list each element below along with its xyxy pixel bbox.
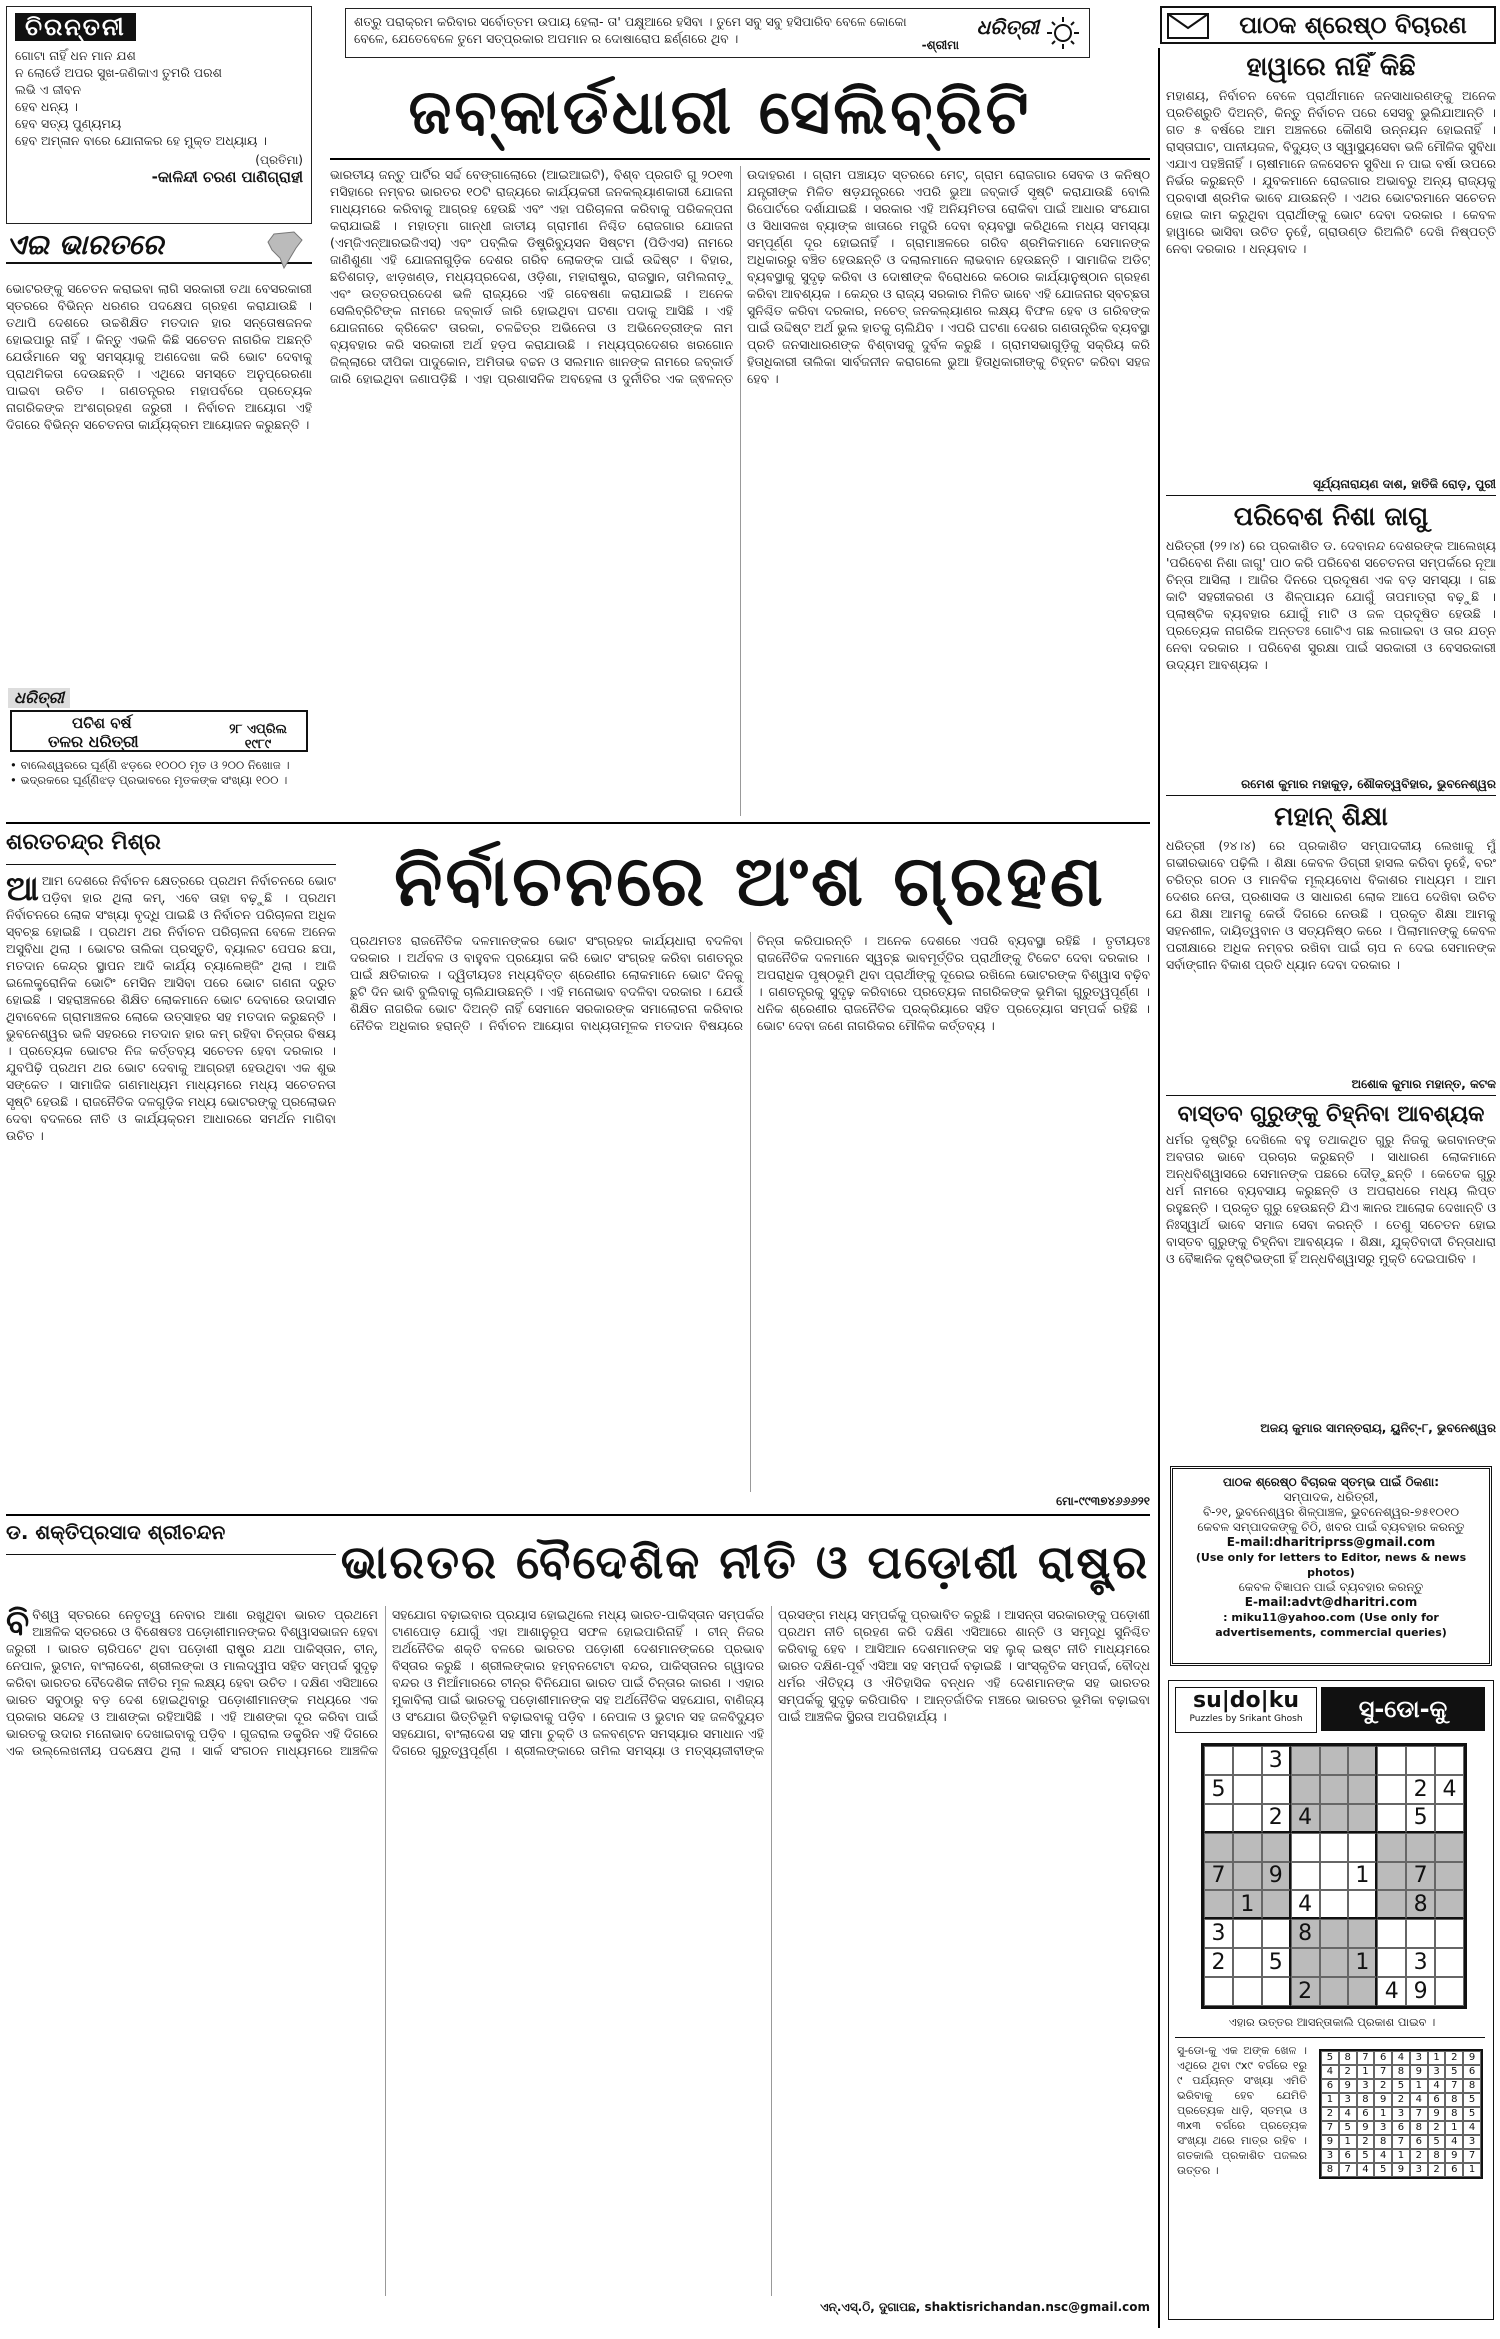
- letter-author: ଅଜୟ କୁମାର ସାମନ୍ତରାୟ, ୟୁନିଟ୍-୮, ଭୁବନେଶ୍ୱର: [1260, 1421, 1496, 1435]
- sudoku-answer-cell: 5: [1463, 2107, 1481, 2121]
- letter-body: ମହାଶୟ, ନିର୍ବାଚନ ବେଳେ ପ୍ରାର୍ଥୀମାନେ ଜନସାଧାରଣଙ୍କୁ ଅନେକ ପ୍ରତିଶ୍ରୁତି ଦିଅନ୍ତି, କିନ୍ତୁ ନିର୍ବାଚନ ପରେ ସେସବୁ ଭୁଲିଯାଆନ୍ତି । ଗତ ୫ ବର୍ଷରେ ଆମ ଅଞ୍ଚଳରେ କୌଣସି ଉନ୍ନୟନ ହୋଇନାହିଁ । ରାସ୍ତାଘାଟ, ପାନୀୟଜଳ, ବିଦ୍ୟୁତ୍ ଓ ସ୍ୱାସ୍ଥ୍ୟସେବା ଭଳି ମୌଳିକ ସୁବିଧା ଏଯାଏ ପହଞ୍ଚିନାହିଁ । ଚାଷୀମାନେ ଜଳସେଚନ ସୁବିଧା ନ ପାଇ ବର୍ଷା ଉପରେ ନିର୍ଭର କରୁଛନ୍ତି । ଯୁବକମାନେ ରୋଜଗାର ଅଭାବରୁ ଅନ୍ୟ ରାଜ୍ୟକୁ ପ୍ରବାସୀ ଶ୍ରମିକ ଭାବେ ଯାଉଛନ୍ତି । ଏଥର ଭୋଟରମାନେ ସଚେତନ ହୋଇ କାମ କରୁଥିବା ପ୍ରାର୍ଥୀଙ୍କୁ ଭୋଟ ଦେବା ଦରକାର । କେବଳ ହାୱାରେ ଭାସିବା ଉଚିତ ନୁହେଁ, ଗ୍ରାଉଣ୍ଡ ରିଅଲିଟି ଦେଖି ନିଷ୍ପତ୍ତି ନେବା ଦରକାର । ଧନ୍ୟବାଦ ।: [1166, 88, 1496, 256]
- sudoku-cell: [1320, 1977, 1349, 2006]
- sudoku-cell: [1435, 1890, 1464, 1919]
- sudoku-cell: [1377, 1775, 1406, 1804]
- sudoku-answer-cell: 4: [1410, 2093, 1428, 2107]
- sudoku-cell: [1435, 1919, 1464, 1948]
- archive-title: ପଚିଶ ବର୍ଷ: [72, 714, 132, 732]
- sudoku-answer-cell: 6: [1339, 2149, 1357, 2163]
- sudoku-answer-cell: 1: [1463, 2163, 1481, 2177]
- sudoku-cell: [1320, 1890, 1349, 1919]
- sudoku-answer-cell: 8: [1357, 2093, 1375, 2107]
- sudoku-cell: [1406, 1833, 1435, 1862]
- sudoku-answer-cell: 3: [1463, 2135, 1481, 2149]
- sudoku-cell: 8: [1291, 1919, 1320, 1948]
- letters-header: ପାଠକ ଶ୍ରେଷ୍ଠ ବିଚାରଣ: [1160, 6, 1496, 44]
- sudoku-answer-cell: 6: [1321, 2079, 1339, 2093]
- advert-email-link[interactable]: E-mail:advt@dharitri.com: [1244, 1595, 1418, 1609]
- contact-title: ପାଠକ ଶ୍ରେଷ୍ଠ ବିଚାରକ ସ୍ତମ୍ଭ ପାଇଁ ଠିକଣା:: [1222, 1475, 1440, 1489]
- sudoku-answer-cell: 9: [1410, 2065, 1428, 2079]
- sudoku-cell: [1377, 1804, 1406, 1833]
- sudoku-cell: 4: [1435, 1775, 1464, 1804]
- sudoku-cell: [1377, 1890, 1406, 1919]
- sudoku-answer-cell: 6: [1374, 2051, 1392, 2065]
- sudoku-answer-cell: 8: [1463, 2079, 1481, 2093]
- sudoku-answer-cell: 3: [1374, 2121, 1392, 2135]
- sudoku-answer-cell: 7: [1321, 2121, 1339, 2135]
- sudoku-cell: 3: [1406, 1948, 1435, 1977]
- election-headline: ନିର୍ବାଚନରେ ଅଂଶ ଗ୍ରହଣ: [394, 840, 1106, 922]
- sudoku-cell: [1233, 1833, 1262, 1862]
- sudoku-answer-cell: 9: [1445, 2149, 1463, 2163]
- sudoku-cell: [1233, 1977, 1262, 2006]
- letter-author: ସୂର୍ଯ୍ୟନାରାୟଣ ଦାଶ, ହାତିଜି ରୋଡ଼, ପୁରୀ: [1166, 477, 1496, 496]
- sudoku-answer-cell: 1: [1374, 2107, 1392, 2121]
- sudoku-answer-cell: 5: [1445, 2065, 1463, 2079]
- sudoku-logo: su|do|ku Puzzles by Srikant Ghosh: [1175, 1687, 1317, 1733]
- archive-label: ଧରିତ୍ରୀ: [8, 688, 70, 708]
- sudoku-cell: [1320, 1948, 1349, 1977]
- sudoku-answer-cell: 7: [1339, 2163, 1357, 2177]
- letters-column: [1166, 52, 1496, 1462]
- sudoku-cell: 2: [1291, 1977, 1320, 2006]
- sudoku-answer-cell: 1: [1392, 2149, 1410, 2163]
- sudoku-cell: [1320, 1804, 1349, 1833]
- sudoku-cell: [1291, 1862, 1320, 1891]
- sudoku-answer-cell: 7: [1410, 2107, 1428, 2121]
- sudoku-cell: [1348, 1919, 1377, 1948]
- poem-box: [6, 6, 312, 224]
- sudoku-answer-cell: 3: [1357, 2079, 1375, 2093]
- sudoku-cell: 4: [1291, 1804, 1320, 1833]
- sudoku-answer-cell: 2: [1445, 2051, 1463, 2065]
- poem-title: ଚିରନ୍ତନୀ: [15, 13, 136, 41]
- letter-title: ହାୱାରେ ନାହିଁ କିଛି: [1246, 52, 1416, 82]
- sudoku-cell: 1: [1233, 1890, 1262, 1919]
- sudoku-cell: [1406, 1919, 1435, 1948]
- sudoku-answer-cell: 9: [1374, 2093, 1392, 2107]
- sudoku-answer-cell: 5: [1392, 2079, 1410, 2093]
- sudoku-answer-cell: 6: [1410, 2135, 1428, 2149]
- section-title: ଏଇ ଭାରତରେ: [6, 228, 312, 264]
- sudoku-cell: [1233, 1804, 1262, 1833]
- sudoku-answer-cell: 3: [1410, 2051, 1428, 2065]
- sudoku-cell: [1204, 1977, 1233, 2006]
- sudoku-cell: 4: [1377, 1977, 1406, 2006]
- sudoku-answer-cell: 6: [1463, 2065, 1481, 2079]
- sudoku-answer-cell: 3: [1428, 2065, 1446, 2079]
- archive-item: • ବାଲେଶ୍ୱରରେ ଘୂର୍ଣ୍ଣି ଝଡ଼ରେ ୧୦୦୦ ମୃତ ଓ ୨୦୦ ନିଖୋଜ ।: [10, 758, 290, 772]
- sudoku-cell: [1377, 1919, 1406, 1948]
- sudoku-cell: [1233, 1948, 1262, 1977]
- sudoku-answer-cell: 8: [1321, 2163, 1339, 2177]
- sudoku-answer-cell: 4: [1392, 2051, 1410, 2065]
- sudoku-answer-cell: 4: [1357, 2163, 1375, 2177]
- sudoku-answer-cell: 8: [1339, 2051, 1357, 2065]
- sudoku-answer-cell: 5: [1357, 2149, 1375, 2163]
- sudoku-answer-cell: 4: [1445, 2135, 1463, 2149]
- letter-body: ଧରିତ୍ରୀ (୨୨।୪) ରେ ପ୍ରକାଶିତ ଡ. ଦେବାନନ୍ଦ ଦେଶରଙ୍କ ଆଲେଖ୍ୟ 'ପରିବେଶ ନିଶା ଜାଗୁ' ପାଠ କରି ପରିବେଶ ସଚେତନତା ସମ୍ପର୍କରେ ନୂଆ ଚିନ୍ତା ଆସିଲା । ଆଜିର ଦିନରେ ପ୍ରଦୂଷଣ ଏକ ବଡ଼ ସମସ୍ୟା । ଗଛ କାଟି ସହରୀକରଣ ଓ ଶିଳ୍ପାୟନ ଯୋଗୁଁ ତାପମାତ୍ରା ବଢ଼ୁଛି । ପ୍ଲାଷ୍ଟିକ ବ୍ୟବହାର ଯୋଗୁଁ ମାଟି ଓ ଜଳ ପ୍ରଦୂଷିତ ହେଉଛି । ପ୍ରତ୍ୟେକ ନାଗରିକ ଅନ୍ତତଃ ଗୋଟିଏ ଗଛ ଲଗାଇବା ଓ ତାର ଯତ୍ନ ନେବା ଦରକାର । ପରିବେଶ ସୁରକ୍ଷା ପାଇଁ ସରକାରୀ ଓ ବେସରକାରୀ ଉଦ୍ୟମ ଆବଶ୍ୟକ ।: [1166, 538, 1496, 672]
- sudoku-answer-cell: 3: [1339, 2093, 1357, 2107]
- sudoku-answer-cell: 6: [1428, 2093, 1446, 2107]
- quote-box: [345, 8, 1090, 58]
- sudoku-answer-cell: 2: [1339, 2065, 1357, 2079]
- foreign-policy-contact: ଏନ୍.ଏସ୍.ଠି, ଦୁଗାପଛ, shaktisrichandan.nsc@gmail.com: [820, 2300, 1150, 2314]
- sudoku-cell: [1291, 1775, 1320, 1804]
- sudoku-cell: [1233, 1862, 1262, 1891]
- sudoku-cell: [1204, 1890, 1233, 1919]
- sudoku-panel: [1168, 1680, 1494, 2320]
- sudoku-cell: [1348, 1804, 1377, 1833]
- foreign-policy-body: ବିବିଶ୍ୱ ସ୍ତରରେ ନେତୃତ୍ୱ ନେବାର ଆଶା ରଖୁଥିବା ଭାରତ ପ୍ରଥମେ ଆଞ୍ଚଳିକ ସ୍ତରରେ ଓ ବିଶେଷତଃ ପଡ଼ୋଶୀମାନଙ୍କର ବିଶ୍ୱାସଭାଜନ ହେବା ଜରୁରୀ । ଭାରତ ଚାରିପଟେ ଥିବା ପଡ଼ୋଶୀ ରାଷ୍ଟ୍ର ଯଥା ପାକିସ୍ତାନ, ଚୀନ୍, ନେପାଳ, ଭୁଟାନ, ବାଂଲାଦେଶ, ଶ୍ରୀଲଙ୍କା ଓ ମାଲଦ୍ୱୀପ ସହିତ ସମ୍ପର୍କ ସୁଦୃଢ଼ କରିବା ଭାରତର ବୈଦେଶିକ ନୀତିର ମୂଳ ଲକ୍ଷ୍ୟ ହେବା ଉଚିତ । ଦକ୍ଷିଣ ଏସିଆରେ ଭାରତ ସବୁଠାରୁ ବଡ଼ ଦେଶ ହୋଇଥିବାରୁ ପଡ଼ୋଶୀମାନଙ୍କ ମଧ୍ୟରେ ଏକ ପ୍ରକାର ସନ୍ଦେହ ଓ ଆଶଙ୍କା ରହିଆସିଛି । ଏହି ଆଶଙ୍କା ଦୂର କରିବା ପାଇଁ ଭାରତକୁ ଉଦାର ମନୋଭାବ ଦେଖାଇବାକୁ ପଡ଼ିବ । ଗୁଜରାଲ ଡକ୍ଟ୍ରିନ ଏହି ଦିଗରେ ଏକ ଉଲ୍ଲେଖନୀୟ ପଦକ୍ଷେପ ଥିଲା । ସାର୍କ ସଂଗଠନ ମାଧ୍ୟମରେ ଆଞ୍ଚଳିକ ସହଯୋଗ ବଢ଼ାଇବାର ପ୍ରୟାସ ହୋଇଥିଲେ ମଧ୍ୟ ଭାରତ-ପାକିସ୍ତାନ ସମ୍ପର୍କର ଟାଣପୋଡ଼ ଯୋଗୁଁ ଏହା ଆଶାନୁରୂପ ସଫଳ ହୋଇପାରିନାହିଁ । ଚୀନ୍ ନିଜର ଅର୍ଥନୈତିକ ଶକ୍ତି ବଳରେ ଭାରତର ପଡ଼ୋଶୀ ଦେଶମାନଙ୍କରେ ପ୍ରଭାବ ବିସ୍ତାର କରୁଛି । ଶ୍ରୀଲଙ୍କାର ହମ୍ବନଟୋଟା ବନ୍ଦର, ପାକିସ୍ତାନର ଗ୍ୱାଦର ବନ୍ଦର ଓ ମିଆଁମାରରେ ଚୀନ୍‌ର ବିନିଯୋଗ ଭାରତ ପାଇଁ ଚିନ୍ତାର କାରଣ । ଏହାର ମୁକାବିଲା ପାଇଁ ଭାରତକୁ ପଡ଼ୋଶୀମାନଙ୍କ ସହ ଅର୍ଥନୈତିକ ସହଯୋଗ, ବାଣିଜ୍ୟ ଓ ସଂଯୋଗ ଭିତ୍ତିଭୂମି ବଢ଼ାଇବାକୁ ପଡ଼ିବ । ନେପାଳ ଓ ଭୁଟାନ ସହ ଜଳବିଦ୍ୟୁତ ସହଯୋଗ, ବାଂଲାଦେଶ ସହ ସୀମା ଚୁକ୍ତି ଓ ଜଳବଣ୍ଟନ ସମସ୍ୟାର ସମାଧାନ ଏହି ଦିଗରେ ଗୁରୁତ୍ୱପୂର୍ଣ୍ଣ । ଶ୍ରୀଲଙ୍କାରେ ତାମିଲ ସମସ୍ୟା ଓ ମତ୍ସ୍ୟଜୀବୀଙ୍କ ପ୍ରସଙ୍ଗ ମଧ୍ୟ ସମ୍ପର୍କକୁ ପ୍ରଭାବିତ କରୁଛି । ଆସନ୍ତା ସରକାରଙ୍କୁ ପଡ଼ୋଶୀ ପ୍ରଥମ ନୀତି ଗ୍ରହଣ କରି ଦକ୍ଷିଣ ଏସିଆରେ ଶାନ୍ତି ଓ ସମୃଦ୍ଧି ସୁନିଶ୍ଚିତ କରିବାକୁ ହେବ । ଆସିଆନ ଦେଶମାନଙ୍କ ସହ ଲୁକ୍ ଇଷ୍ଟ ନୀତି ମାଧ୍ୟମରେ ଭାରତ ଦକ୍ଷିଣ-ପୂର୍ବ ଏସିଆ ସହ ସମ୍ପର୍କ ବଢ଼ାଇଛି । ସାଂସ୍କୃତିକ ସମ୍ପର୍କ, ବୌଦ୍ଧ ଧର୍ମର ଐତିହ୍ୟ ଓ ଐତିହାସିକ ବନ୍ଧନ ଏହି ଦେଶମାନଙ୍କ ସହ ଭାରତର ସମ୍ପର୍କକୁ ସୁଦୃଢ଼ କରିପାରିବ । ଆନ୍ତର୍ଜାତିକ ମଞ୍ଚରେ ଭାରତର ଭୂମିକା ବଢ଼ାଇବା ପାଇଁ ଆଞ୍ଚଳିକ ସ୍ଥିରତା ଅପରିହାର୍ଯ୍ୟ ।: [6, 1606, 1150, 1758]
- sudoku-answer-cell: 6: [1357, 2107, 1375, 2121]
- masthead-logo: ଧରିତ୍ରୀ: [976, 15, 1039, 39]
- election-right-body: ପ୍ରଥମତଃ ରାଜନୈତିକ ଦଳମାନଙ୍କର ଭୋଟ ସଂଗ୍ରହର କାର୍ଯ୍ୟଧାରା ବଦଳିବା ଦରକାର । ଅର୍ଥବଳ ଓ ବାହୁବଳ ପ୍ରୟୋଗ କରି ଭୋଟ ସଂଗ୍ରହ କରିବା ଗଣତନ୍ତ୍ର ପାଇଁ କ୍ଷତିକାରକ । ଦ୍ୱିତୀୟତଃ ମଧ୍ୟବିତ୍ତ ଶ୍ରେଣୀର ଲୋକମାନେ ଭୋଟ ଦିନକୁ ଛୁଟି ଦିନ ଭାବି ବୁଲିବାକୁ ଚାଲିଯାଉଛନ୍ତି । ଏହି ମନୋଭାବ ବଦଳିବା ଦରକାର । ଯେଉଁ ଶିକ୍ଷିତ ନାଗରିକ ଭୋଟ ଦିଅନ୍ତି ନାହିଁ ସେମାନେ ସରକାରଙ୍କ ସମାଲୋଚନା କରିବାର ନୈତିକ ଅଧିକାର ହରାନ୍ତି । ନିର୍ବାଚନ ଆୟୋଗ ବାଧ୍ୟତାମୂଳକ ମତଦାନ ବିଷୟରେ ଚିନ୍ତା କରିପାରନ୍ତି । ଅନେକ ଦେଶରେ ଏପରି ବ୍ୟବସ୍ଥା ରହିଛି । ତୃତୀୟତଃ ରାଜନୈତିକ ଦଳମାନେ ସ୍ୱଚ୍ଛ ଭାବମୂର୍ତ୍ତିର ପ୍ରାର୍ଥୀଙ୍କୁ ଟିକେଟ ଦେବା ଦରକାର । ଅପରାଧିକ ପୃଷ୍ଠଭୂମି ଥିବା ପ୍ରାର୍ଥୀଙ୍କୁ ଦୂରେଇ ରଖିଲେ ଭୋଟରଙ୍କ ବିଶ୍ୱାସ ବଢ଼ିବ । ଗଣତନ୍ତ୍ରକୁ ସୁଦୃଢ଼ କରିବାରେ ପ୍ରତ୍ୟେକ ନାଗରିକଙ୍କ ଭୂମିକା ଗୁରୁତ୍ୱପୂର୍ଣ୍ଣ । ଧନିକ ଶ୍ରେଣୀର ରାଜନୈତିକ ପ୍ରକ୍ରିୟାରେ ସହିତ ପ୍ରତ୍ୟୋଗ ସମ୍ପର୍କ ରହିଛି । ଭୋଟ ଦେବା ଜଣେ ନାଗରିକର ମୌଳିକ କର୍ତ୍ତବ୍ୟ ।: [350, 933, 1150, 1033]
- archive-box: [6, 688, 312, 796]
- sudoku-answer-cell: 4: [1428, 2079, 1446, 2093]
- editor-email-link[interactable]: E-mail:dharitriprss@gmail.com: [1226, 1535, 1436, 1549]
- sudoku-cell: [1262, 1977, 1291, 2006]
- letter-title: ମହାନ୍ ଶିକ୍ଷା: [1274, 802, 1388, 832]
- sudoku-answer-cell: 1: [1445, 2121, 1463, 2135]
- election-contact: ମୋ-୯୯୩୭୪୬୬୬୨୧: [1056, 1494, 1150, 1508]
- sudoku-cell: [1435, 1948, 1464, 1977]
- letter-author: ରମେଶ କୁମାର ମହାକୁଡ଼, ଶୌକତ୍ୱବିହାର, ଭୁବନେଶ୍ୱର: [1166, 777, 1496, 796]
- sudoku-cell: [1377, 1746, 1406, 1775]
- sudoku-answer-cell: 9: [1392, 2163, 1410, 2177]
- sudoku-answer-cell: 3: [1321, 2149, 1339, 2163]
- sudoku-cell: [1262, 1833, 1291, 1862]
- sudoku-answer-cell: 2: [1357, 2135, 1375, 2149]
- sudoku-answer-cell: 1: [1357, 2065, 1375, 2079]
- sudoku-answer-cell: 9: [1428, 2107, 1446, 2121]
- poem-source: (ପ୍ରତିମା): [255, 153, 303, 167]
- letter-author: ଅଶୋକ କୁମାର ମହାନ୍ତ, କଟକ: [1166, 1077, 1496, 1096]
- sudoku-cell: 1: [1348, 1948, 1377, 1977]
- sudoku-cell: [1262, 1775, 1291, 1804]
- sudoku-answer-cell: 6: [1445, 2163, 1463, 2177]
- letter-body: ଧର୍ମର ଦୃଷ୍ଟିରୁ ଦେଖିଲେ ବହୁ ତଥାକଥିତ ଗୁରୁ ନିଜକୁ ଭଗବାନଙ୍କ ଅବତାର ଭାବେ ପ୍ରଚାର କରୁଛନ୍ତି । ସାଧାରଣ ଲୋକମାନେ ଅନ୍ଧବିଶ୍ୱାସରେ ସେମାନଙ୍କ ପଛରେ ଦୌଡ଼ୁଛନ୍ତି । କେତେକ ଗୁରୁ ଧର୍ମ ନାମରେ ବ୍ୟବସାୟ କରୁଛନ୍ତି ଓ ଅପରାଧରେ ମଧ୍ୟ ଲିପ୍ତ ରହୁଛନ୍ତି । ପ୍ରକୃତ ଗୁରୁ ହେଉଛନ୍ତି ଯିଏ ଜ୍ଞାନର ଆଲୋକ ଦେଖାନ୍ତି ଓ ନିଃସ୍ୱାର୍ଥ ଭାବେ ସମାଜ ସେବା କରନ୍ତି । ତେଣୁ ସଚେତନ ହୋଇ ବାସ୍ତବ ଗୁରୁଙ୍କୁ ଚିହ୍ନିବା ଆବଶ୍ୟକ । ଶିକ୍ଷା, ଯୁକ୍ତିବାଦୀ ଚିନ୍ତାଧାରା ଓ ବୈଜ୍ଞାନିକ ଦୃଷ୍ଟିଭଙ୍ଗୀ ହିଁ ଅନ୍ଧବିଶ୍ୱାସରୁ ମୁକ୍ତି ଦେଇପାରିବ ।: [1166, 1132, 1496, 1266]
- sudoku-cell: [1262, 1890, 1291, 1919]
- archive-date: ୨୮ ଏପ୍ରିଲ ୧୯୮୯: [229, 722, 287, 752]
- sudoku-answer-cell: 5: [1374, 2163, 1392, 2177]
- top-story-body: ଭାରତୀୟ ଜନ୍ତୁ ପାର୍ଟିର ସର୍ଦ୍ଦ ବେଙ୍ଗାଲୋରେ (ଆଇଆଇଟି), ବିଶ୍ବ ପ୍ରଗତି ଗୁ ୨୦୧୩ ମସିହାରେ ନମ୍ବର ଭାରତର ୧୦ଟି ରାଜ୍ୟରେ କାର୍ଯ୍ୟକରୀ ଜନକଲ୍ୟାଣକାରୀ ଯୋଜନା ମାଧ୍ୟମରେ କରିବାକୁ ଆଗ୍ରହ ହେଉଛି ଏବଂ ଏହା ପରିଚାଳନା କରିବାକୁ ପରିକଳ୍ପନା କରାଯାଇଛି । ମହାତ୍ମା ଗାନ୍ଧୀ ଜାତୀୟ ଗ୍ରାମୀଣ ନିଶ୍ଚିତ ରୋଜଗାର ଯୋଜନା (ଏମ୍‌ଜିଏନ୍‌ଆରଇଜିଏସ୍) ଏବଂ ପବ୍ଲିକ ଡିଷ୍ଟ୍ରିବ୍ୟୁସନ ସିଷ୍ଟମ (ପିଡିଏସ) ନାମରେ ଜାଣିଶୁଣା ଏହି ଯୋଜନାଗୁଡ଼ିକ ଦେଶର ଗରିବ ଲୋକଙ୍କ ପାଇଁ ଉଦ୍ଦିଷ୍ଟ । ବିହାର, ଛତିଶଗଡ଼, ଝାଡ଼ଖଣ୍ଡ, ମଧ୍ୟପ୍ରଦେଶ, ଓଡ଼ିଶା, ମହାରାଷ୍ଟ୍ର, ରାଜସ୍ଥାନ, ତାମିଲନାଡ଼ୁ ଏବଂ ଉତ୍ତରପ୍ରଦେଶ ଭଳି ରାଜ୍ୟରେ ଏହି ଗବେଷଣା କରାଯାଇଛି । ଅନେକ ସେଲିବ୍ରିଟିଙ୍କ ନାମରେ ଜବ୍‌କାର୍ଡ ଜାରି ହୋଇଥିବା ଘଟଣା ପଦାକୁ ଆସିଛି । ଏହି ଯୋଜନାରେ କ୍ରିକେଟ ତାରକା, ଚଳଚ୍ଚିତ୍ର ଅଭିନେତା ଓ ଅଭିନେତ୍ରୀଙ୍କ ନାମ ବ୍ୟବହାର କରି ସରକାରୀ ଅର୍ଥ ହଡ଼ପ କରାଯାଉଛି । ମଧ୍ୟପ୍ରଦେଶର ଖରଗୋନ ଜିଲ୍ଲାରେ ଦୀପିକା ପାଦୁକୋନ, ଅମିତାଭ ବଚ୍ଚନ ଓ ସଲମାନ ଖାନଙ୍କ ନାମରେ ଜବ୍‌କାର୍ଡ ଜାରି ହୋଇଥିବା ଜଣାପଡ଼ିଛି । ଏହା ପ୍ରଶାସନିକ ଅବହେଳା ଓ ଦୁର୍ନୀତିର ଏକ ଜ୍ଵଳନ୍ତ ଉଦାହରଣ । ଗ୍ରାମ ପଞ୍ଚାୟତ ସ୍ତରରେ ମେଟ୍, ଗ୍ରାମ ରୋଜଗାର ସେବକ ଓ କନିଷ୍ଠ ଯନ୍ତ୍ରୀଙ୍କ ମିଳିତ ଷଡ଼ଯନ୍ତ୍ରରେ ଏପରି ଭୁଆ ଜବ୍‌କାର୍ଡ ସୃଷ୍ଟି କରାଯାଉଛି ବୋଲି ରିପୋର୍ଟରେ ଦର୍ଶାଯାଇଛି । ସରକାର ଏହି ଅନିୟମିତତା ରୋକିବା ପାଇଁ ଆଧାର ସଂଯୋଗ ଓ ସିଧାସଳଖ ବ୍ୟାଙ୍କ ଖାତାରେ ମଜୁରି ଦେବା ବ୍ୟବସ୍ଥା କରିଥିଲେ ମଧ୍ୟ ସମସ୍ୟା ସମ୍ପୂର୍ଣ୍ଣ ଦୂର ହୋଇନାହିଁ । ଗ୍ରାମାଞ୍ଚଳରେ ଗରିବ ଶ୍ରମିକମାନେ ସେମାନଙ୍କ ଅଧିକାରରୁ ବଞ୍ଚିତ ହେଉଛନ୍ତି ଓ ଦଲାଲମାନେ ଲାଭବାନ ହେଉଛନ୍ତି । ସାମାଜିକ ଅଡିଟ୍ ବ୍ୟବସ୍ଥାକୁ ସୁଦୃଢ଼ କରିବା ଓ ଦୋଷୀଙ୍କ ବିରୋଧରେ କଠୋର କାର୍ଯ୍ୟାନୁଷ୍ଠାନ ଗ୍ରହଣ କରିବା ଆବଶ୍ୟକ । କେନ୍ଦ୍ର ଓ ରାଜ୍ୟ ସରକାର ମିଳିତ ଭାବେ ଏହି ଯୋଜନାର ସ୍ବଚ୍ଛତା ସୁନିଶ୍ଚିତ କରିବା ଦରକାର, ନଚେତ୍ ଜନକଲ୍ୟାଣର ଲକ୍ଷ୍ୟ ବିଫଳ ହେବ ଓ ଗରିବଙ୍କ ପାଇଁ ଉଦ୍ଦିଷ୍ଟ ଅର୍ଥ ଭୁଲ ହାତକୁ ଚାଲିଯିବ । ଏପରି ଘଟଣା ଦେଶର ଗଣତାନ୍ତ୍ରିକ ବ୍ୟବସ୍ଥା ପ୍ରତି ଜନସାଧାରଣଙ୍କ ବିଶ୍ବାସକୁ ଦୁର୍ବଳ କରୁଛି । ଗ୍ରାମସଭାଗୁଡ଼ିକୁ ସକ୍ରିୟ କରି ହିତାଧିକାରୀ ତାଲିକା ସାର୍ବଜନୀନ କରାଗଲେ ଭୁଆ ହିତାଧିକାରୀଙ୍କୁ ଚିହ୍ନଟ କରିବା ସହଜ ହେବ ।: [330, 167, 1150, 386]
- letter-title: ପରିବେଶ ନିଶା ଜାଗୁ: [1233, 502, 1429, 532]
- sudoku-cell: [1204, 1746, 1233, 1775]
- sudoku-cell: [1320, 1919, 1349, 1948]
- sudoku-cell: [1435, 1833, 1464, 1862]
- sudoku-answer-cell: 8: [1374, 2135, 1392, 2149]
- sudoku-answer-cell: 2: [1410, 2149, 1428, 2163]
- sudoku-cell: 4: [1291, 1890, 1320, 1919]
- sudoku-answer-cell: 5: [1428, 2135, 1446, 2149]
- sudoku-cell: [1320, 1833, 1349, 1862]
- foreign-policy-headline: ଭାରତର ବୈଦେଶିକ ନୀତି ଓ ପଡ଼ୋଶୀ ରାଷ୍ଟ୍ର: [340, 1535, 1150, 1589]
- sudoku-answer-cell: 4: [1463, 2121, 1481, 2135]
- sudoku-answer-cell: 5: [1339, 2121, 1357, 2135]
- foreign-policy-author: ଡ. ଶକ୍ତିପ୍ରସାଦ ଶ୍ରୀଚନ୍ଦନ: [6, 1520, 336, 1555]
- sudoku-answer-cell: 7: [1392, 2135, 1410, 2149]
- sudoku-cell: 3: [1262, 1746, 1291, 1775]
- sudoku-answer-cell: 6: [1392, 2121, 1410, 2135]
- sudoku-answer-cell: 3: [1392, 2107, 1410, 2121]
- sudoku-answer-cell: 3: [1410, 2163, 1428, 2177]
- sudoku-answer-cell: 9: [1339, 2079, 1357, 2093]
- sudoku-answer-cell: 5: [1321, 2051, 1339, 2065]
- sudoku-title: ସୁ-ଡୋ-କୁ: [1321, 1687, 1485, 1731]
- sudoku-cell: [1233, 1746, 1262, 1775]
- sudoku-answer-cell: 9: [1357, 2121, 1375, 2135]
- sudoku-cell: [1204, 1804, 1233, 1833]
- sudoku-grid: [1201, 1743, 1467, 2009]
- sudoku-answer-cell: 1: [1410, 2079, 1428, 2093]
- sudoku-cell: [1435, 1977, 1464, 2006]
- sun-emblem-icon: [1045, 15, 1081, 51]
- sudoku-answer-cell: 8: [1392, 2065, 1410, 2079]
- section-header: [6, 228, 312, 274]
- sudoku-cell: 2: [1204, 1948, 1233, 1977]
- sudoku-cell: 2: [1406, 1775, 1435, 1804]
- sudoku-answer-cell: 2: [1428, 2121, 1446, 2135]
- sudoku-cell: [1435, 1862, 1464, 1891]
- sudoku-cell: [1233, 1919, 1262, 1948]
- sudoku-cell: 9: [1262, 1862, 1291, 1891]
- sudoku-cell: [1320, 1775, 1349, 1804]
- sudoku-answer-cell: 2: [1428, 2163, 1446, 2177]
- quote-text: ଶତ୍ରୁ ପରାକ୍ରମ କରିବାର ସର୍ବୋତ୍ତମ ଉପାୟ ହେଲା- ତା' ପକ୍ଷୁଆରେ ହସିବା । ତୁମେ ସବୁ ସବୁ ହସିପାରିବ ବେଳେ କୋକୋ ବେଳେ, ଯେତେବେଳେ ତୁମେ ସତ୍‌ପ୍ରକାର ଅପମାନ ର ଦୋଷାରୋପ ଛର୍ଣ୍ଣରେ ଥିବ ।: [354, 14, 907, 46]
- sudoku-cell: 5: [1204, 1775, 1233, 1804]
- sudoku-cell: [1348, 1775, 1377, 1804]
- letter-title: ବାସ୍ତବ ଗୁରୁଙ୍କୁ ଚିହ୍ନିବା ଆବଶ୍ୟକ: [1177, 1102, 1485, 1127]
- sudoku-cell: [1435, 1746, 1464, 1775]
- envelope-icon: [1166, 10, 1212, 40]
- sudoku-cell: 3: [1204, 1919, 1233, 1948]
- sudoku-cell: 2: [1262, 1804, 1291, 1833]
- top-story-headline: ଜବ୍‌କାର୍ଡଧାରୀ ସେଲିବ୍ରିଟି: [408, 75, 1032, 148]
- sudoku-answer-cell: 2: [1321, 2107, 1339, 2121]
- election-left-body: ଆଆମ ଦେଶରେ ନିର୍ବାଚନ କ୍ଷେତ୍ରରେ ପ୍ରଥମ ନିର୍ବାଚନରେ ଭୋଟ ପଡ଼ିବା ହାର ଥିଲା କମ୍, ଏବେ ତାହା ବଢ଼ୁଛି । ପ୍ରଥମ ନିର୍ବାଚନରେ ଲୋକ ସଂଖ୍ୟା ବୃଦ୍ଧି ପାଇଛି ଓ ନିର୍ବାଚନ ପରିଚାଳନା ଅଧିକ ସ୍ବଚ୍ଛ ହୋଇଛି । ପ୍ରଥମ ଥର ନିର୍ବାଚନ ପରିଚାଳନା ବେଳେ ଅନେକ ଅସୁବିଧା ଥିଲା । ଭୋଟର ତାଲିକା ପ୍ରସ୍ତୁତି, ବ୍ୟାଲଟ ପେପର ଛପା, ମତଦାନ କେନ୍ଦ୍ର ସ୍ଥାପନ ଆଦି କାର୍ଯ୍ୟ ଚ୍ୟାଲେଞ୍ଜିଂ ଥିଲା । ଆଜି ଇଲେକ୍ଟ୍ରୋନିକ ଭୋଟିଂ ମେସିନ ଆସିବା ପରେ ଭୋଟ ଗଣନା ଦ୍ରୁତ ହୋଇଛି । ସହରାଞ୍ଚଳରେ ଶିକ୍ଷିତ ଲୋକମାନେ ଭୋଟ ଦେବାରେ ଉଦାସୀନ ଥିବାବେଳେ ଗ୍ରାମାଞ୍ଚଳର ଲୋକେ ଉତ୍ସାହର ସହ ମତଦାନ କରୁଛନ୍ତି । ଭୁବନେଶ୍ୱର ଭଳି ସହରରେ ମତଦାନ ହାର କମ୍ ରହିବା ଚିନ୍ତାର ବିଷୟ । ପ୍ରତ୍ୟେକ ଭୋଟର ନିଜ କର୍ତ୍ତବ୍ୟ ସଚେତନ ହେବା ଦରକାର । ଯୁବପିଢ଼ି ପ୍ରଥମ ଥର ଭୋଟ ଦେବାକୁ ଆଗ୍ରହୀ ହେଉଥିବା ଏକ ଶୁଭ ସଙ୍କେତ । ସାମାଜିକ ଗଣମାଧ୍ୟମ ମାଧ୍ୟମରେ ମଧ୍ୟ ସଚେତନତା ସୃଷ୍ଟି ହେଉଛି । ରାଜନୈତିକ ଦଳଗୁଡ଼ିକ ମଧ୍ୟ ଭୋଟରଙ୍କୁ ପ୍ରଲୋଭନ ଦେବା ବଦଳରେ ନୀତି ଓ କାର୍ଯ୍ୟକ୍ରମ ଆଧାରରେ ସମର୍ଥନ ମାଗିବା ଉଚିତ ।: [6, 872, 336, 1143]
- sudoku-cell: [1435, 1804, 1464, 1833]
- left-article-body: ଭୋଟରଙ୍କୁ ସଚେତନ କରାଇବା ଲାଗି ସରକାରୀ ତଥା ବେସରକାରୀ ସ୍ତରରେ ବିଭିନ୍ନ ଧରଣର ପଦକ୍ଷେପ ଗ୍ରହଣ କରାଯାଉଛି । ତଥାପି ଦେଶରେ ଉଚ୍ଚଶିକ୍ଷିତ ମତଦାନ ହାର ସନ୍ତୋଷଜନକ ହୋଇପାରୁ ନାହିଁ । କିନ୍ତୁ ଏଭଳି କିଛି ସଚେତନ ନାଗରିକ ଅଛନ୍ତି ଯେଉଁମାନେ ସବୁ ସମସ୍ୟାକୁ ଅଣଦେଖା କରି ଭୋଟ ଦେବାକୁ ପ୍ରାଥମିକତା ଦେଉଛନ୍ତି । ଏଥିରେ ସମସ୍ତେ ଅନୁପ୍ରେରଣା ପାଇବା ଉଚିତ । ଗଣତନ୍ତ୍ରର ମହାପର୍ବରେ ପ୍ରତ୍ୟେକ ନାଗରିକଙ୍କ ଅଂଶଗ୍ରହଣ ଜରୁରୀ । ନିର୍ବାଚନ ଆୟୋଗ ଏହି ଦିଗରେ ବିଭିନ୍ନ ସଚେତନତା କାର୍ଯ୍ୟକ୍ରମ ଆୟୋଜନ କରୁଛନ୍ତି ।: [6, 281, 312, 432]
- quote-author: -ଶ୍ରୀମା: [921, 38, 959, 52]
- sudoku-answer-cell: 9: [1463, 2051, 1481, 2065]
- poem-author: -କାଳିନ୍ଦୀ ଚରଣ ପାଣିଗ୍ରାହୀ: [151, 168, 303, 186]
- sudoku-cell: 5: [1406, 1804, 1435, 1833]
- archive-item: • ଭଦ୍ରକରେ ଘୂର୍ଣ୍ଣିଝଡ଼ ପ୍ରଭାବରେ ମୃତକଙ୍କ ସଂଖ୍ୟା ୧୦୦ ।: [10, 773, 288, 787]
- sudoku-cell: [1348, 1977, 1377, 2006]
- sudoku-cell: [1406, 1746, 1435, 1775]
- sudoku-answer-cell: 1: [1339, 2135, 1357, 2149]
- sudoku-cell: [1348, 1833, 1377, 1862]
- contact-box: ପାଠକ ଶ୍ରେଷ୍ଠ ବିଚାରକ ସ୍ତମ୍ଭ ପାଇଁ ଠିକଣା: ସମ୍ପାଦକ, ଧରିତ୍ରୀ, ବି-୨୧, ଭୁବନେଶ୍ୱର ଶିଳ୍ପାଞ୍ଚଳ, ଭୁବନେଶ୍ୱର-୭୫୧୦୧୦ କେବଳ ସମ୍ପାଦକଙ୍କୁ ଚିଠି, ଖବର ପାଇଁ ବ୍ୟବହାର କରନ୍ତୁ E-mail:dharitriprss@gmail.com (Use only for letters to Editor, news & news photos) କେବଳ ବିଜ୍ଞାପନ ପାଇଁ ବ୍ୟବହାର କରନ୍ତୁ E-mail:advt@dharitri.com : miku11@yahoo.com (Use only for advertisements, commercial queries): [1170, 1466, 1492, 1666]
- sudoku-cell: [1320, 1862, 1349, 1891]
- sudoku-answer-cell: 4: [1339, 2107, 1357, 2121]
- sudoku-answer-grid: [1319, 2049, 1483, 2179]
- sudoku-cell: [1291, 1833, 1320, 1862]
- sudoku-answer-cell: 7: [1463, 2149, 1481, 2163]
- sudoku-cell: 7: [1204, 1862, 1233, 1891]
- letter-body: ଧରିତ୍ରୀ (୨୪।୪) ରେ ପ୍ରକାଶିତ ସମ୍ପାଦକୀୟ ଲେଖାକୁ ମୁଁ ଗଭୀରଭାବେ ପଢ଼ିଲି । ଶିକ୍ଷା କେବଳ ଡିଗ୍ରୀ ହାସଲ କରିବା ନୁହେଁ, ବରଂ ଚରିତ୍ର ଗଠନ ଓ ମାନବିକ ମୂଲ୍ୟବୋଧ ବିକାଶର ମାଧ୍ୟମ । ଆମ ଦେଶର ନେତା, ପ୍ରଶାସକ ଓ ସାଧାରଣ ଲୋକ ଆପେ ଦେଖିବା ଉଚିତ ଯେ ଶିକ୍ଷା ଆମକୁ କେଉଁ ଦିଗରେ ନେଉଛି । ପ୍ରକୃତ ଶିକ୍ଷା ଆମକୁ ସହନଶୀଳ, ଦାୟିତ୍ୱବାନ ଓ ସତ୍ୟନିଷ୍ଠ କରେ । ପିଲାମାନଙ୍କୁ କେବଳ ପରୀକ୍ଷାରେ ଅଧିକ ନମ୍ବର ରଖିବା ପାଇଁ ଚାପ ନ ଦେଇ ସେମାନଙ୍କ ସର୍ବାଙ୍ଗୀନ ବିକାଶ ପ୍ରତି ଧ୍ୟାନ ଦେବା ଦରକାର ।: [1166, 838, 1496, 972]
- sudoku-answer-cell: 2: [1392, 2093, 1410, 2107]
- archive-subtitle: ତଳର ଧରିତ୍ରୀ: [48, 732, 139, 751]
- sudoku-answer-cell: 7: [1445, 2079, 1463, 2093]
- sudoku-answer-cell: 8: [1428, 2149, 1446, 2163]
- sudoku-cell: [1204, 1833, 1233, 1862]
- sudoku-cell: [1291, 1746, 1320, 1775]
- sudoku-answer-cell: 5: [1463, 2093, 1481, 2107]
- sudoku-answer-cell: 8: [1445, 2107, 1463, 2121]
- sudoku-answer-cell: 1: [1428, 2051, 1446, 2065]
- sudoku-cell: [1320, 1746, 1349, 1775]
- sudoku-answer-cell: 2: [1374, 2079, 1392, 2093]
- sudoku-cell: 9: [1406, 1977, 1435, 2006]
- sudoku-cell: [1262, 1919, 1291, 1948]
- sudoku-cell: 1: [1348, 1862, 1377, 1891]
- election-author: ଶରତଚନ୍ଦ୍ର ମିଶ୍ର: [6, 830, 336, 865]
- sudoku-cell: [1377, 1833, 1406, 1862]
- sudoku-answer-cell: 8: [1445, 2093, 1463, 2107]
- sudoku-cell: 8: [1406, 1890, 1435, 1919]
- sudoku-cell: 7: [1406, 1862, 1435, 1891]
- sudoku-cell: [1233, 1775, 1262, 1804]
- sudoku-cell: [1348, 1746, 1377, 1775]
- sudoku-answer-cell: 9: [1321, 2135, 1339, 2149]
- sudoku-answer-cell: 1: [1321, 2093, 1339, 2107]
- sudoku-answer-cell: 4: [1321, 2065, 1339, 2079]
- sudoku-answer-cell: 7: [1374, 2065, 1392, 2079]
- sudoku-rules: ସୁ-ଡୋ-କୁ ଏକ ଅଙ୍କ ଖେଳ । ଏଥିରେ ଥିବା ୯x୯ ବର୍ଗରେ ୧ରୁ ୯ ପର୍ଯ୍ୟନ୍ତ ସଂଖ୍ୟା ଏମିତି ଭରିବାକୁ ହେବ ଯେମିତି ପ୍ରତ୍ୟେକ ଧାଡ଼ି, ସ୍ତମ୍ଭ ଓ ୩x୩ ବର୍ଗରେ ପ୍ରତ୍ୟେକ ସଂଖ୍ୟା ଥରେ ମାତ୍ର ରହିବ । ଗତକାଲି ପ୍ରକାଶିତ ପଜଲର ଉତ୍ତର ।: [1177, 2044, 1307, 2177]
- sudoku-cell: [1377, 1862, 1406, 1891]
- poem-lines: ଗୋଟା ନାହିଁ ଧନ ମାନ ଯଶ ନ ଲୋଡେଁ ଅପର ସୁଖ-ଜଣିକାଏ ତୁମରି ପରଶ ଲଭି ଏ ଜୀବନ ହେବ ଧନ୍ୟ । ହେବ ସତ୍ୟ ପୁଣ୍ୟମୟ ହେବ ଅମ୍ଳାନ ବାରେ ଯୋନାକର ହେ ମୁକ୍ତ ଅଧ୍ୟାୟ ।: [15, 48, 267, 148]
- sudoku-answer-cell: 8: [1410, 2121, 1428, 2135]
- sudoku-cell: [1377, 1948, 1406, 1977]
- sudoku-cell: [1348, 1890, 1377, 1919]
- india-map-icon: [264, 230, 306, 270]
- sudoku-cell: [1291, 1948, 1320, 1977]
- sudoku-cell: 5: [1262, 1948, 1291, 1977]
- sudoku-answer-cell: 7: [1357, 2051, 1375, 2065]
- sudoku-answer-cell: 4: [1374, 2149, 1392, 2163]
- sudoku-note: ଏହାର ଉତ୍ତର ଆସନ୍ତାକାଲି ପ୍ରକାଶ ପାଇବ ।: [1228, 2015, 1436, 2029]
